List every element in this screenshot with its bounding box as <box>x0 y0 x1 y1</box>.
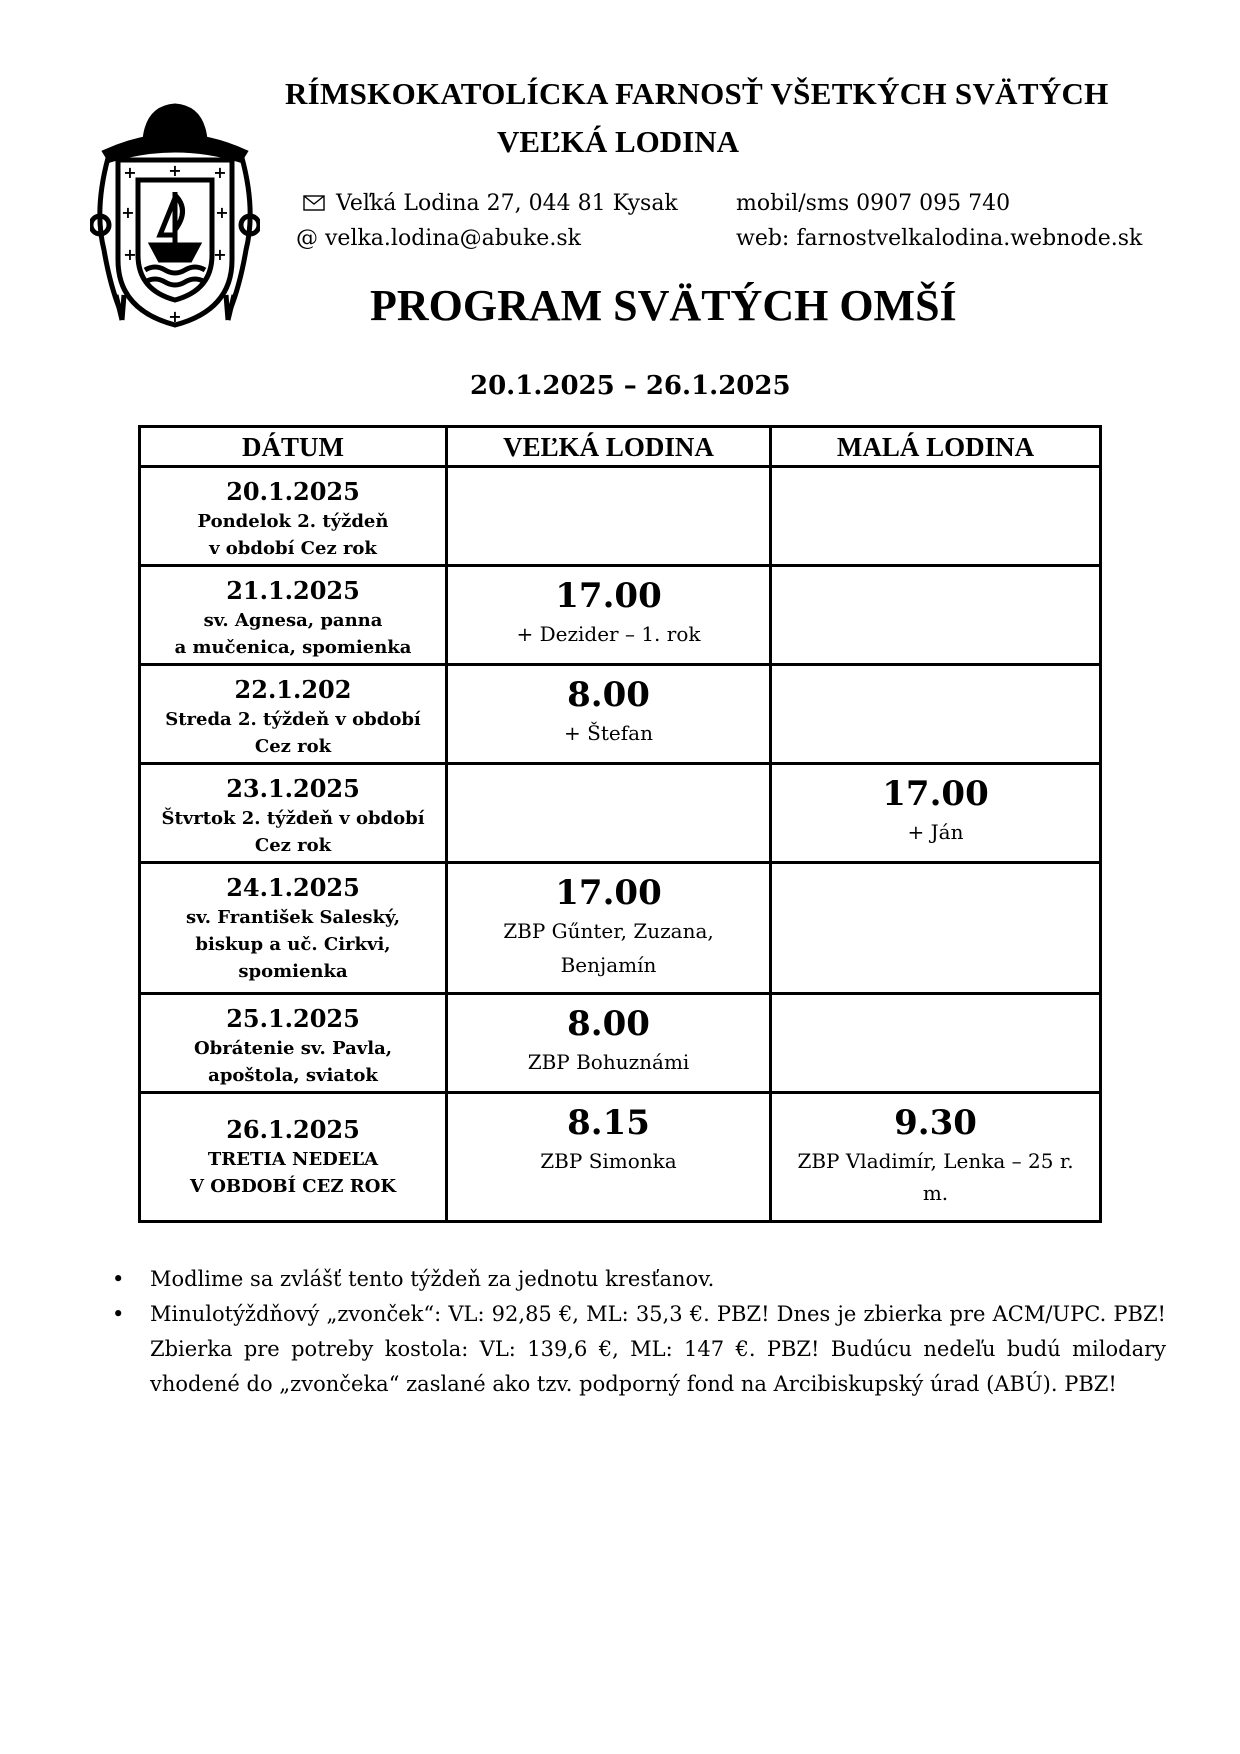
liturgical-day: sv. František Saleský, <box>185 907 401 928</box>
envelope-icon <box>303 195 325 211</box>
mass-time: 9.30 <box>894 1103 977 1143</box>
date-cell <box>140 764 447 863</box>
table-row <box>140 566 1101 665</box>
parish-crest-icon <box>90 100 260 330</box>
mass-intention: ZBP Simonka <box>540 1149 677 1173</box>
svg-text:+: + <box>123 163 137 182</box>
liturgical-day: apoštola, sviatok <box>208 1065 378 1086</box>
svg-text:+: + <box>213 245 227 264</box>
parish-name: RÍMSKOKATOLÍCKA FARNOSŤ VŠETKÝCH SVÄTÝCH <box>285 76 1109 111</box>
mass-intention: Benjamín <box>560 953 657 977</box>
table-row <box>140 1093 1101 1222</box>
mass-intention: + Štefan <box>564 721 653 745</box>
mass-schedule-table <box>138 425 1102 1223</box>
column-header-velka-lodina: VEĽKÁ LODINA <box>447 427 771 467</box>
column-header-date: DÁTUM <box>140 427 447 467</box>
svg-text:+: + <box>168 307 182 326</box>
date-cell <box>140 566 447 665</box>
date-cell <box>140 665 447 764</box>
table-row <box>140 764 1101 863</box>
date-value: 22.1.202 <box>234 675 352 704</box>
mala-lodina-cell <box>771 863 1101 994</box>
table-row <box>140 994 1101 1093</box>
date-cell <box>140 994 447 1093</box>
email-text: @ velka.lodina@abuke.sk <box>296 226 581 251</box>
date-value: 23.1.2025 <box>226 774 360 803</box>
liturgical-day: spomienka <box>238 961 348 982</box>
date-value: 20.1.2025 <box>226 477 360 506</box>
liturgical-day: TRETIA NEDEĽA <box>207 1149 379 1170</box>
velka-lodina-cell <box>447 665 771 764</box>
liturgical-day: Obrátenie sv. Pavla, <box>193 1038 393 1059</box>
velka-lodina-cell <box>447 994 771 1093</box>
web-text: web: farnostvelkalodina.webnode.sk <box>736 226 1143 251</box>
date-range: 20.1.2025 – 26.1.2025 <box>470 371 791 401</box>
mass-intention: + Ján <box>907 820 964 844</box>
announcement-item: • Minulotýždňový „zvonček“: VL: 92,85 €, ML: 35,3 €. PBZ! Dnes je zbierka pre ACM/UPC. PBZ! Zbierka pre potreby kostola: VL: 139,6 €, ML: 147 €. PBZ! Budúcu nedeľu budú milodary vhodené do „zvončeka“ zaslané ako tzv. podporný fond na Arcibiskupský úrad (ABÚ). PBZ! <box>108 1297 1166 1402</box>
date-value: 24.1.2025 <box>226 873 360 902</box>
table-row <box>140 467 1101 566</box>
mass-time: 17.00 <box>555 873 662 913</box>
program-title: PROGRAM SVÄTÝCH OMŠÍ <box>370 281 957 330</box>
mala-lodina-cell <box>771 994 1101 1093</box>
table-row <box>140 665 1101 764</box>
velka-lodina-cell <box>447 863 771 994</box>
date-value: 21.1.2025 <box>226 576 360 605</box>
liturgical-day: v období Cez rok <box>209 538 377 559</box>
liturgical-day: sv. Agnesa, panna <box>203 610 383 631</box>
mass-intention: m. <box>922 1181 949 1205</box>
mass-time: 8.15 <box>567 1103 650 1143</box>
liturgical-day: Streda 2. týždeň v období <box>165 709 421 730</box>
date-cell <box>140 863 447 994</box>
velka-lodina-cell <box>447 467 771 566</box>
liturgical-day: a mučenica, spomienka <box>174 637 412 658</box>
mala-lodina-cell <box>771 764 1101 863</box>
velka-lodina-cell <box>447 566 771 665</box>
table-header-row <box>140 427 1101 467</box>
mass-time: 17.00 <box>882 774 989 814</box>
mass-intention: ZBP Bohuznámi <box>527 1050 690 1074</box>
liturgical-day: Cez rok <box>254 736 332 757</box>
liturgical-day: V OBDOBÍ CEZ ROK <box>189 1176 397 1197</box>
mass-time: 8.00 <box>567 1004 650 1044</box>
mass-intention: ZBP Gűnter, Zuzana, <box>503 919 714 943</box>
velka-lodina-cell <box>447 1093 771 1222</box>
liturgical-day: Pondelok 2. týždeň <box>197 511 389 532</box>
date-cell <box>140 467 447 566</box>
column-header-mala-lodina: MALÁ LODINA <box>771 427 1101 467</box>
svg-text:+: + <box>213 163 227 182</box>
date-cell <box>140 1093 447 1222</box>
parish-place: VEĽKÁ LODINA <box>497 124 740 159</box>
announcement-item: • Modlime sa zvlášť tento týždeň za jednotu kresťanov. <box>108 1262 1166 1297</box>
date-value: 25.1.2025 <box>226 1004 360 1033</box>
svg-text:+: + <box>123 245 137 264</box>
svg-text:+: + <box>168 161 182 180</box>
liturgical-day: biskup a uč. Cirkvi, <box>195 934 391 955</box>
svg-text:+: + <box>121 203 135 222</box>
table-row <box>140 863 1101 994</box>
mass-time: 17.00 <box>555 576 662 616</box>
mass-intention: + Dezider – 1. rok <box>516 622 701 646</box>
liturgical-day: Štvrtok 2. týždeň v období <box>161 808 425 829</box>
svg-text:+: + <box>215 203 229 222</box>
mala-lodina-cell <box>771 1093 1101 1222</box>
date-value: 26.1.2025 <box>226 1115 360 1144</box>
address-text: Veľká Lodina 27, 044 81 Kysak <box>336 191 678 216</box>
mass-intention: ZBP Vladimír, Lenka – 25 r. <box>797 1149 1074 1173</box>
announcements-list <box>108 1262 1166 1402</box>
liturgical-day: Cez rok <box>254 835 332 856</box>
phone-text: mobil/sms 0907 095 740 <box>736 191 1011 216</box>
mala-lodina-cell <box>771 467 1101 566</box>
mass-time: 8.00 <box>567 675 650 715</box>
mala-lodina-cell <box>771 566 1101 665</box>
mala-lodina-cell <box>771 665 1101 764</box>
velka-lodina-cell <box>447 764 771 863</box>
